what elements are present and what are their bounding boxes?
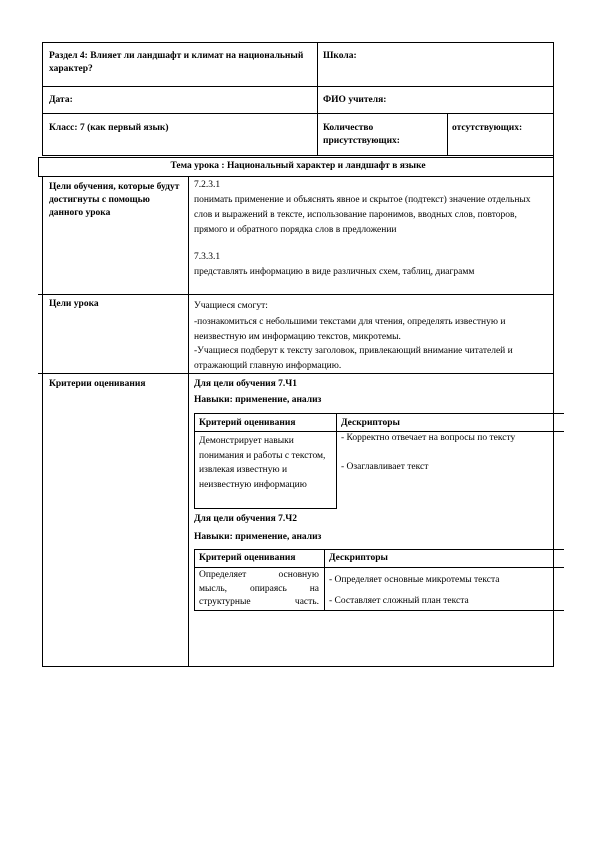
table-left-border — [42, 42, 43, 156]
goal1-skills: Навыки: применение, анализ — [194, 395, 322, 405]
row-divider — [38, 157, 554, 158]
row-divider — [42, 113, 554, 114]
table-top-border — [42, 42, 554, 43]
objective-code-2: 7.3.3.1 — [194, 252, 221, 262]
absent-count-label: отсутствующих: — [452, 123, 523, 133]
column-divider — [317, 42, 318, 156]
inner-table2-top — [194, 549, 564, 550]
goal2-criterion-header: Критерий оценивания — [199, 553, 296, 563]
row-divider — [42, 155, 554, 156]
goal1-criterion-header: Критерий оценивания — [199, 418, 296, 428]
column-divider — [188, 176, 189, 666]
assessment-label: Критерии оценивания — [49, 379, 146, 389]
goal1-descriptor-1: - Корректно отвечает на вопросы по тексту — [341, 433, 516, 443]
goal1-descriptor-2: - Озаглавливает текст — [341, 462, 429, 472]
inner-table2-left — [194, 549, 195, 610]
inner-table1-mid — [336, 413, 337, 508]
class-label: Класс: 7 (как первый язык) — [49, 123, 169, 133]
lesson-goals-label: Цели урока — [49, 299, 99, 309]
inner-table2-mid — [324, 549, 325, 610]
inner-table1-left — [194, 413, 195, 508]
inner-table1-bottom — [194, 508, 337, 509]
inner-table2-bottom — [194, 610, 564, 611]
goal1-title: Для цели обучения 7.Ч1 — [194, 379, 298, 389]
lesson-topic: Тема урока : Национальный характер и ландшафт в языке — [170, 161, 426, 171]
row-divider — [38, 176, 554, 177]
column-divider — [447, 113, 448, 156]
lesson-goal-1: -познакомиться с небольшими текстами для чтения, определять известную и неизвестную им информацию текстов, микротемы. — [194, 317, 506, 342]
row-divider — [38, 294, 554, 295]
goal2-skills: Навыки: применение, анализ — [194, 532, 322, 542]
inner-table1-top — [194, 413, 564, 414]
table-left-border — [38, 157, 39, 177]
table-bottom-border — [42, 666, 554, 667]
goal2-descriptor-1: - Определяет основные микротемы текста — [329, 575, 500, 585]
table-right-border — [553, 42, 554, 666]
lesson-goal-2: -Учащиеся подберут к тексту заголовок, привлекающий внимание читателей и отражающий главную информацию. — [194, 346, 513, 371]
goal2-descriptor-2: - Составляет сложный план текста — [329, 596, 469, 606]
inner-table2-header-divider — [194, 567, 564, 568]
objective-text-1: понимать применение и объяснять явное и скрытое (подтекст) значение отдельных слов и выражений в тексте, использование паронимов, вводных слов, повторов, прямого и обратного порядка слов в предложении — [194, 195, 531, 235]
lesson-goals-intro: Учащиеся смогут: — [194, 301, 268, 311]
school-label: Школа: — [323, 51, 357, 61]
objective-code-1: 7.2.3.1 — [194, 180, 221, 190]
goal2-criterion: Определяет основную мысль, опираясь на структурные часть. — [199, 570, 319, 607]
goal1-descriptor-header: Дескрипторы — [341, 418, 400, 428]
present-count-label: Количество присутствующих: — [323, 123, 400, 146]
row-divider — [42, 86, 554, 87]
date-label: Дата: — [49, 95, 73, 105]
row-divider — [38, 373, 554, 374]
objective-text-2: представлять информацию в виде различных схем, таблиц, диаграмм — [194, 267, 475, 277]
goal2-title: Для цели обучения 7.Ч2 — [194, 514, 298, 524]
goal2-descriptor-header: Дескрипторы — [329, 553, 388, 563]
goal1-criterion: Демонстрирует навыки понимания и работы с текстом, извлекая известную и неизвестную информацию — [199, 436, 326, 490]
objectives-label: Цели обучения, которые будут достигнуты с помощью данного урока — [49, 182, 180, 218]
section-title: Раздел 4: Влияет ли ландшафт и климат на национальный характер? — [49, 51, 304, 74]
table-left-border — [42, 176, 43, 666]
teacher-label: ФИО учителя: — [323, 95, 387, 105]
